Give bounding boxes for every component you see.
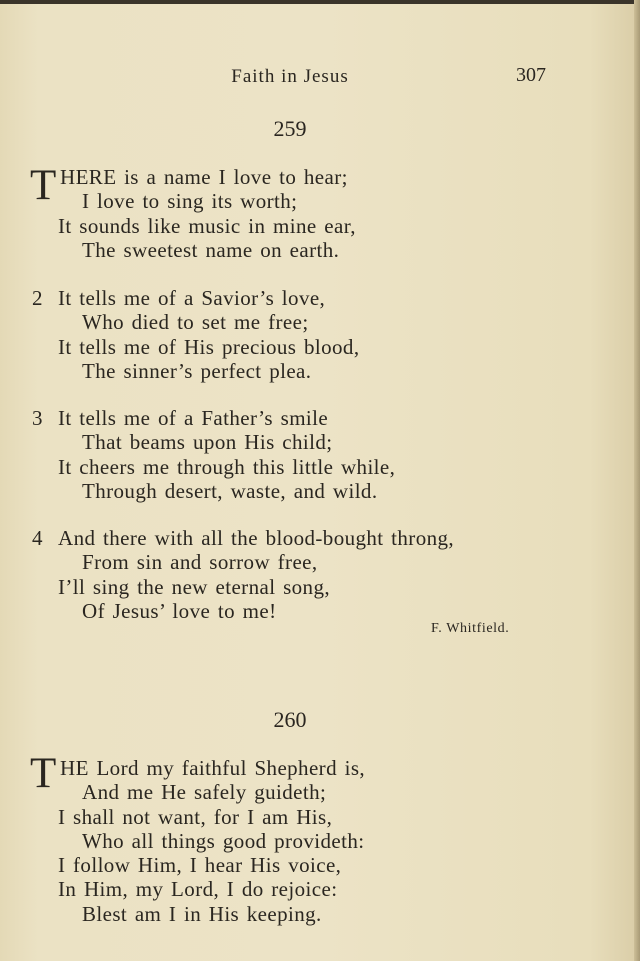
verse-line: I love to sing its worth; <box>82 189 298 214</box>
verse-number: 2 <box>32 286 43 310</box>
page-number: 307 <box>516 64 546 86</box>
verse-line: It tells me of a Savior’s love, <box>58 286 326 310</box>
verse-line: It tells me of His precious blood, <box>58 334 360 359</box>
hymn-259-attribution: F. Whitfield. <box>431 621 510 636</box>
hymn-259-verse-1 <box>30 162 592 262</box>
verse-line: And there with all the blood-bought throng, <box>58 526 455 550</box>
hymn-260-number: 260 <box>273 707 307 732</box>
page-top-edge <box>0 0 640 4</box>
hymn-259-verse-2 <box>32 286 592 383</box>
verse-number: 3 <box>32 406 43 430</box>
hymn-259-verse-4 <box>32 526 592 623</box>
verse-line: I follow Him, I hear His voice, <box>58 853 342 878</box>
verse-line: It cheers me through this little while, <box>58 454 396 479</box>
verse-line: The sinner’s perfect plea. <box>82 358 312 383</box>
hymn-259-number: 259 <box>273 116 307 141</box>
verse-line: It tells me of a Father’s smile <box>58 406 329 430</box>
verse-line: HE Lord my faithful Shepherd is, <box>60 756 366 780</box>
verse-line: HERE is a name I love to hear; <box>60 165 348 189</box>
verse-line: I shall not want, for I am His, <box>58 804 333 829</box>
verse-line: It sounds like music in mine ear, <box>58 213 356 238</box>
verse-line: In Him, my Lord, I do rejoice: <box>58 877 338 902</box>
verse-line: From sin and sorrow free, <box>82 550 318 575</box>
hymn-259-verse-3 <box>32 406 592 503</box>
verse-line: Who all things good provideth: <box>82 828 365 853</box>
page-right-edge <box>634 0 640 961</box>
verse-line: The sweetest name on earth. <box>82 237 340 262</box>
verse-line: That beams upon His child; <box>82 430 333 455</box>
running-title: Faith in Jesus <box>231 66 349 87</box>
verse-line: Blest am I in His keeping. <box>82 901 322 926</box>
hymn-260-dropcap: T <box>30 750 57 797</box>
verse-line: I’ll sing the new eternal song, <box>58 574 331 599</box>
verse-line: Who died to set me free; <box>82 310 309 335</box>
hymn-259-dropcap: T <box>30 162 57 209</box>
verse-line: Through desert, waste, and wild. <box>82 478 378 503</box>
verse-line: Of Jesus’ love to me! <box>82 598 277 623</box>
verse-line: And me He safely guideth; <box>82 780 327 805</box>
verse-number: 4 <box>32 526 43 550</box>
hymn-260-verse-1 <box>32 756 592 926</box>
